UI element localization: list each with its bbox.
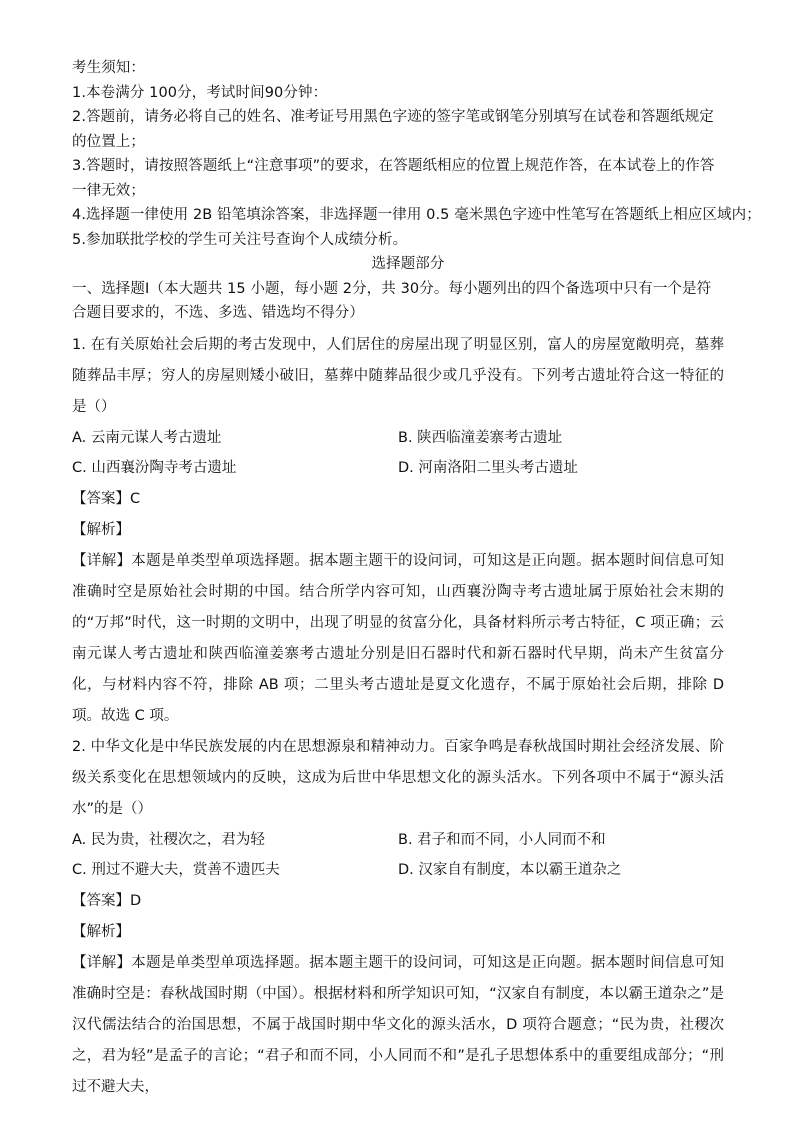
notice-item-2: 2.答题前，请务必将自己的姓名、准考证号用黑色字迹的签字笔或钢笔分别填写在试卷和答题纸规定的位置上； <box>72 109 714 150</box>
section-title: 选择题部分 <box>371 256 445 272</box>
option-c: C. 刑过不避大夫，赏善不遗匹夫 <box>72 862 280 878</box>
option-d: D. 汉家自有制度，本以霸王道杂之 <box>398 862 622 878</box>
question-2-options-row2 <box>72 855 724 886</box>
detail-explanation: 【详解】本题是单类型单项选择题。据本题主题干的设问词，可知这是正向题。据本题时间信息可知准确时空是原始社会时期的中国。结合所学内容可知，山西襄汾陶寺考古遗址属于原始社会末期的的“万邦”时代，这一时期的文明中，出现了明显的贫富分化，具备材料所示考古特征，C 项正确；云南元谋人考古遗址和陕西临潼姜寨考古遗址分别是旧石器时代和新石器时代早期，尚未产生贫富分化，与材料内容不符，排除 AB 项；二里头考古遗址是夏文化遗存，不属于原始社会后期，排除 D 项。故选 C 项。 <box>72 552 724 724</box>
analysis-label: 【解析】 <box>72 521 130 538</box>
notice-heading: 考生须知： <box>72 60 145 76</box>
analysis-label: 【解析】 <box>72 923 130 940</box>
option-c: C. 山西襄汾陶寺考古遗址 <box>72 460 237 476</box>
part-header: 一、选择题Ⅰ（本大题共 15 小题，每小题 2分，共 30分。每小题列出的四个备选项中只有一个是符合题目要求的，不选、多选、错选均不得分） <box>72 280 712 321</box>
question-1-options-row2 <box>72 453 724 484</box>
notice-item-5: 5.参加联批学校的学生可关注号查询个人成绩分析。 <box>72 231 408 248</box>
notice-item-4: 4.选择题一律使用 2B 铅笔填涂答案，非选择题一律用 0.5 毫米黑色字迹中性笔写在答题纸上相应区域内； <box>72 207 761 223</box>
question-1-stem: 1. 在有关原始社会后期的考古发现中，人们居住的房屋出现了明显区别，富人的房屋宽敞明亮，墓葬随葬品丰厚；穷人的房屋则矮小破旧，墓葬中随葬品很少或几乎没有。下列考古遗址符合这一特征的是（） <box>72 336 724 415</box>
question-1-options <box>72 423 724 454</box>
answer-label: 【答案】D <box>72 892 142 909</box>
answer-label: 【答案】C <box>72 490 141 507</box>
exam-page <box>72 56 761 1103</box>
detail-explanation: 【详解】本题是单类型单项选择题。据本题主题干的设问词，可知这是正向题。据本题时间信息可知准确时空是：春秋战国时期（中国）。根据材料和所学知识可知，“汉家自有制度，本以霸王道杂之”是汉代儒法结合的治国思想，不属于战国时期中华文化的源头活水，D 项符合题意；“民为贵，社稷次之，君为轻”是孟子的言论；“君子和而不同，小人同而不和”是孔子思想体系中的重要组成部分；“刑过不避大夫， <box>72 954 724 1095</box>
option-a: A. 云南元谋人考古遗址 <box>72 429 222 446</box>
option-b: B. 君子和而不同，小人同而不和 <box>398 831 606 848</box>
option-d: D. 河南洛阳二里头考古遗址 <box>398 460 578 476</box>
notice-item-1: 1.本卷满分 100分，考试时间90分钟： <box>72 84 328 101</box>
question-2-options <box>72 825 724 856</box>
option-a: A. 民为贵，社稷次之，君为轻 <box>72 831 265 848</box>
option-b: B. 陕西临潼姜寨考古遗址 <box>398 429 563 446</box>
question-2-stem: 2. 中华文化是中华民族发展的内在思想源泉和精神动力。百家争鸣是春秋战国时期社会经济发展、阶级关系变化在思想领域内的反映，这成为后世中华思想文化的源头活水。下列各项中不属于“源头活水”的是（） <box>72 738 724 817</box>
notice-item-3: 3.答题时，请按照答题纸上“注意事项”的要求，在答题纸相应的位置上规范作答，在本试卷上的作答一律无效； <box>72 158 715 199</box>
